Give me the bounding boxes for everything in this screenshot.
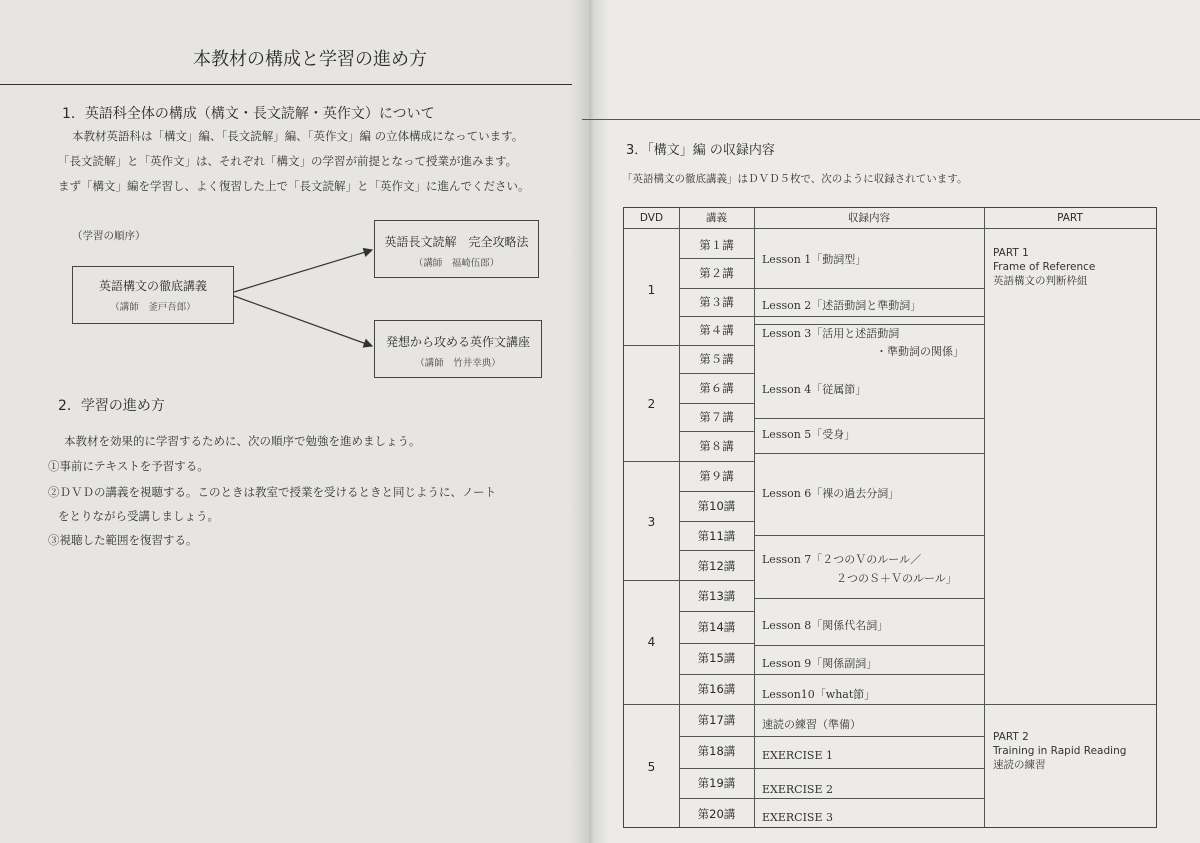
lecture-label: 第１講 [699,238,734,252]
section-3-intro: 「英語構文の徹底講義」はＤＶＤ５枚で、次のように収録されています。 [622,173,968,185]
row-sep [679,258,754,259]
row-sep [754,645,984,646]
lecture-label: 第８講 [699,439,734,453]
dvd-sep-4 [624,704,984,705]
row-sep [754,598,984,599]
lecture-label: 第７講 [699,410,734,424]
section-2-heading: 2．学習の進め方 [58,398,165,414]
header-rule [624,228,1156,229]
row-sep [679,316,984,317]
part-2-label: PART 2 [993,731,1029,743]
content-lesson-1: Lesson 1「動詞型」 [762,253,867,266]
content-lesson-7: Lesson 7「２つのＶのルール／ [762,553,922,566]
row-sep [679,611,754,612]
flow-box-writing-lecturer: （講師 竹井幸典） [415,358,501,369]
header-lecture: 講義 [706,212,727,224]
page-title: 本教材の構成と学習の進め方 [193,49,427,70]
content-lesson-7-cont: ２つのＳ＋Ｖのルール」 [836,572,957,585]
dvd-number: 1 [647,283,656,297]
lecture-label: 第12講 [697,559,736,573]
dvd-number: 2 [647,397,656,411]
content-lesson-4: Lesson 4「従属節」 [762,383,867,396]
content-rapid-prep: 速読の練習（準備） [762,718,861,731]
arrow-to-writing [234,296,372,346]
part-2-block [993,730,1126,772]
lecture-label: 第11講 [697,529,736,543]
flow-box-writing-title: 発想から攻める英作文講座 [385,335,530,349]
row-sep [754,453,984,454]
row-sep [679,550,754,551]
part-1-block [993,246,1095,288]
section-1-heading: 1．英語科全体の構成（構文・長文読解・英作文）について [62,106,435,122]
row-sep [679,431,754,432]
flow-arrows [0,0,588,400]
part-1-label: PART 1 [993,247,1029,259]
dvd-sep-3 [624,580,754,581]
lecture-label: 第18講 [697,744,736,758]
part-1-japanese: 英語構文の判断枠組 [993,275,1088,287]
section-1-line-3: まず「構文」編を学習し、よく復習した上で「長文読解」と「英作文」に進んでください。 [58,179,530,193]
col-rule-2 [754,208,755,827]
content-lesson-9: Lesson 9「関係副詞」 [762,657,878,670]
flow-box-syntax-lecturer: （講師 釜戸吾郎） [110,302,196,313]
row-sep [679,798,984,799]
row-sep [754,535,984,536]
lecture-label: 第15講 [697,651,736,665]
section-1-line-1: 本教材英語科は「構文」編、「長文読解」編、「英作文」編 の立体構成になっています。 [72,129,524,143]
row-sep [679,521,754,522]
part-sep [984,704,1156,705]
lecture-label: 第17講 [697,713,736,727]
row-sep [679,674,984,675]
row-sep [679,736,984,737]
row-sep [679,288,984,289]
header-part: PART [1057,212,1083,224]
header-dvd: DVD [639,212,664,224]
content-exercise-2: EXERCISE 2 [762,783,833,796]
part-1-english: Frame of Reference [993,261,1096,273]
lecture-label: 第９講 [699,469,734,483]
right-top-rule [582,119,1200,120]
content-exercise-3: EXERCISE 3 [762,811,833,824]
content-lesson-3-cont: ・準動詞の関係」 [876,345,964,358]
row-sep [679,643,754,644]
content-exercise-1: EXERCISE 1 [762,749,833,762]
section-3-heading: 3．「構文」編 の収録内容 [626,143,775,158]
lecture-label: 第５講 [699,352,734,366]
col-rule-3 [984,208,985,827]
lecture-label: 第20講 [697,807,736,821]
content-lesson-6: Lesson 6「裸の過去分詞」 [762,487,900,500]
arrow-to-reading [234,250,372,292]
contents-table [623,207,1157,828]
row-sep [679,491,754,492]
lecture-label: 第19講 [697,776,736,790]
lecture-label: 第４講 [699,323,734,337]
content-lesson-10: Lesson10「what節」 [762,688,876,701]
part-2-japanese: 速読の練習 [993,759,1046,771]
lecture-label: 第13講 [697,589,736,603]
section-2-step-1: ①事前にテキストを予習する。 [48,459,209,473]
flow-box-reading-title: 英語長文読解 完全攻略法 [384,235,529,249]
section-1-line-2: 「長文読解」と「英作文」は、それぞれ「構文」の学習が前提となって授業が進みます。 [58,154,518,168]
content-lesson-2: Lesson 2「述語動詞と準動詞」 [762,299,922,312]
lecture-label: 第２講 [699,266,734,280]
section-2-step-3: ③視聴した範囲を復習する。 [48,533,198,547]
flow-box-syntax-title: 英語構文の徹底講義 [98,279,207,293]
content-lesson-5: Lesson 5「受身」 [762,428,856,441]
lecture-label: 第10講 [697,499,736,513]
section-2-line-1: 本教材を効果的に学習するために、次の順序で勉強を進めましょう。 [64,434,421,448]
dvd-number: 3 [647,515,656,529]
dvd-number: 5 [647,760,656,774]
lecture-label: 第16講 [697,682,736,696]
row-sep [754,418,984,419]
lecture-label: 第６講 [699,381,734,395]
content-lesson-8: Lesson 8「関係代名詞」 [762,619,889,632]
part-2-english: Training in Rapid Reading [993,745,1127,757]
order-label: （学習の順序） [72,230,146,242]
lecture-label: 第14講 [697,620,736,634]
row-sep [679,768,984,769]
dvd-sep-2 [624,461,754,462]
content-lesson-3: Lesson 3「活用と述語動詞 [762,327,900,340]
section-2-step-2-cont: をとりながら受講しましょう。 [58,509,219,523]
header-contents: 収録内容 [848,212,890,224]
row-sep [679,373,754,374]
row-sep [679,403,754,404]
dvd-sep-1 [624,345,754,346]
lecture-label: 第３講 [699,295,734,309]
dvd-number: 4 [647,635,656,649]
flow-box-reading-lecturer: （講師 福崎伍郎） [413,258,500,269]
section-2-step-2: ②ＤＶＤの講義を視聴する。このときは教室で授業を受けるときと同じように、ノート [48,485,497,499]
